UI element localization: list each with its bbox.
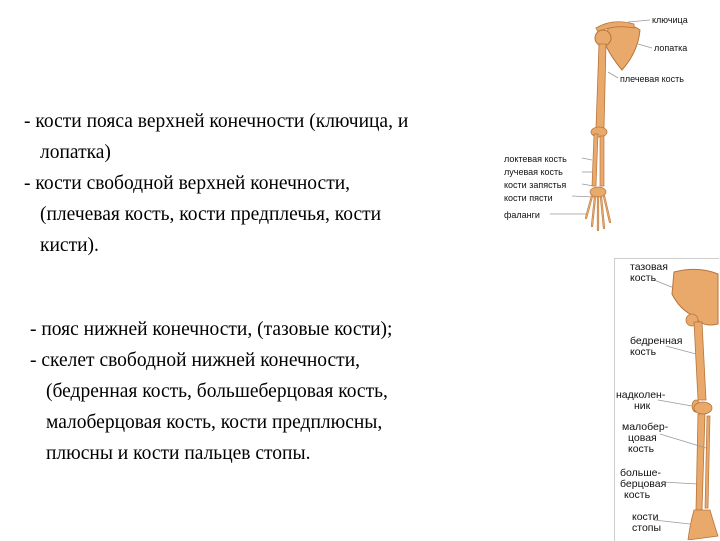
label-pelvis: тазовая кость — [630, 261, 668, 284]
label-humerus: плечевая кость — [620, 74, 684, 84]
label-metacarpals: кости пясти — [504, 193, 553, 203]
humerus-shape — [596, 44, 606, 128]
label-ulna: локтевая кость — [504, 154, 567, 164]
radius-shape — [600, 136, 604, 186]
label-fibula: малобер- цовая кость — [622, 421, 669, 455]
label-femur: бедренная кость — [630, 335, 683, 358]
label-phalanges: фаланги — [504, 210, 540, 220]
text-line: - кости свободной верхней конечности, — [24, 173, 351, 194]
label-foot: кости стопы — [632, 511, 662, 534]
femur-shape — [694, 322, 706, 400]
arm-skeleton-figure — [500, 0, 705, 240]
label-scapula: лопатка — [654, 43, 688, 53]
leg-skeleton-figure — [614, 258, 720, 540]
upper-limb-text — [24, 106, 408, 261]
text-line: - кости пояса верхней конечности (ключица, и — [24, 111, 409, 132]
text-line: лопатка) — [40, 142, 111, 163]
text-line: плюсны и кости пальцев стопы. — [46, 443, 311, 464]
fibula-shape — [705, 416, 710, 508]
label-patella: надколен- ник — [616, 389, 666, 412]
text-line: малоберцовая кость, кости предплюсны, — [46, 412, 383, 433]
ulna-shape — [592, 134, 598, 186]
foot-shape — [688, 510, 718, 540]
arm-skeleton-illustration — [500, 0, 705, 240]
text-line: - пояс нижней конечности, (тазовые кости); — [30, 319, 393, 340]
text-line: - скелет свободной нижней конечности, — [30, 350, 361, 371]
text-line: (бедренная кость, большеберцовая кость, — [46, 381, 388, 402]
scapula-shape — [606, 24, 640, 70]
knee-shape — [694, 402, 712, 414]
label-clavicle: ключица — [652, 15, 688, 25]
elbow-shape — [591, 127, 607, 137]
text-line: (плечевая кость, кости предплечья, кости — [40, 204, 382, 225]
label-carpals: кости запястья — [504, 180, 567, 190]
label-radius: лучевая кость — [504, 167, 563, 177]
lower-limb-text — [30, 314, 392, 469]
text-line: кисти). — [40, 235, 99, 256]
tibia-shape — [696, 414, 705, 510]
label-tibia: больше- берцовая кость — [620, 467, 667, 501]
